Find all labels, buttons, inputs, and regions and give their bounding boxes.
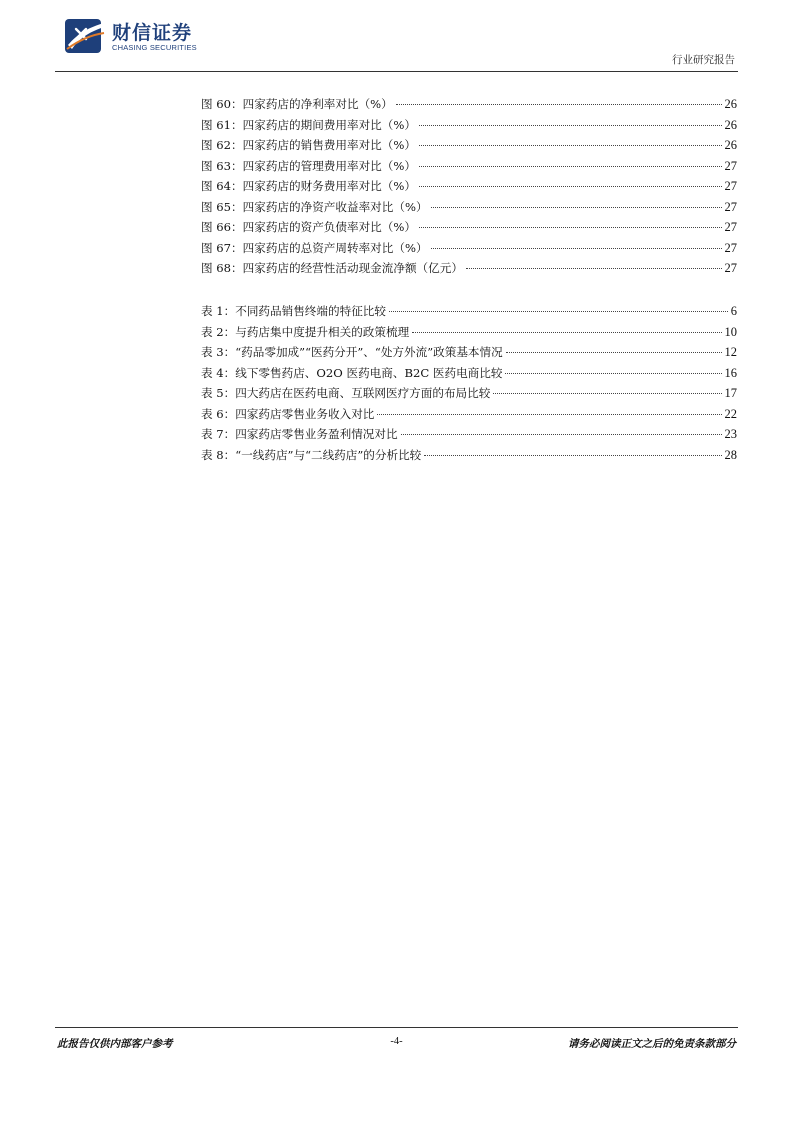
toc-entry-label: 表 2：与药店集中度提升相关的政策梳理 [201, 324, 410, 339]
toc-entry-label: 图 65：四家药店的净资产收益率对比（%） [201, 199, 428, 214]
toc-entry-page: 6 [730, 304, 737, 318]
table-toc-entry[interactable] [201, 303, 737, 324]
header-divider [55, 71, 738, 72]
figure-toc-entry[interactable] [201, 137, 737, 158]
figure-toc-entry[interactable] [201, 240, 737, 261]
toc-leader-dots [419, 186, 722, 187]
toc-leader-dots [419, 125, 722, 126]
toc-entry-label: 图 61：四家药店的期间费用率对比（%） [201, 117, 416, 132]
toc-entry-page: 27 [724, 261, 737, 275]
figure-toc-entry[interactable] [201, 158, 737, 179]
toc-leader-dots [506, 352, 722, 353]
toc-leader-dots [466, 268, 722, 269]
toc-entry-label: 图 64：四家药店的财务费用率对比（%） [201, 179, 416, 193]
page-number: -4- [390, 1036, 403, 1047]
toc-leader-dots [431, 248, 722, 249]
toc-leader-dots [419, 166, 722, 167]
toc-entry-label: 图 62：四家药店的销售费用率对比（%） [201, 138, 416, 152]
toc-entry-page: 16 [724, 365, 737, 380]
table-toc-entry[interactable] [201, 385, 737, 406]
toc-leader-dots [419, 145, 722, 146]
table-toc-entry[interactable] [201, 426, 737, 447]
report-type-label: 行业研究报告 [672, 54, 735, 66]
footer-disclaimer-right: 请务必阅读正文之后的免责条款部分 [568, 1038, 736, 1050]
toc-entry-page: 26 [724, 97, 737, 111]
toc-entry-label: 图 67：四家药店的总资产周转率对比（%） [201, 240, 428, 255]
toc-leader-dots [505, 373, 721, 374]
toc-entry-page: 27 [724, 179, 737, 193]
toc-entry-page: 27 [724, 199, 737, 214]
toc-entry-label: 表 3：“药品零加成”“医药分开”、“处方外流”政策基本情况 [201, 345, 503, 359]
table-toc-entry[interactable] [201, 406, 737, 427]
toc-entry-label: 表 7：四家药店零售业务盈利情况对比 [201, 427, 398, 441]
toc-entry-page: 27 [724, 220, 737, 234]
table-toc-entry[interactable] [201, 365, 737, 386]
toc-entry-page: 10 [724, 324, 737, 339]
toc-entry-page: 22 [724, 406, 737, 421]
toc-entry-label: 表 6：四家药店零售业务收入对比 [201, 406, 375, 421]
figure-toc-entry[interactable] [201, 260, 737, 281]
toc-entry-page: 26 [724, 117, 737, 132]
toc-entry-label: 表 8：“一线药店”与“二线药店”的分析比较 [201, 447, 422, 462]
toc-entry-label: 表 5：四大药店在医药电商、互联网医疗方面的布局比较 [201, 386, 491, 400]
logo-text-cn: 财信证券 [112, 22, 193, 44]
figure-toc-entry[interactable] [201, 96, 737, 117]
toc-leader-dots [431, 207, 722, 208]
toc-leader-dots [424, 455, 721, 456]
figure-toc-entry[interactable] [201, 219, 737, 240]
toc-leader-dots [401, 434, 722, 435]
footer-disclaimer-left: 此报告仅供内部客户参考 [57, 1038, 173, 1050]
toc-entry-label: 表 1：不同药品销售终端的特征比较 [201, 304, 386, 318]
table-toc-entry[interactable] [201, 344, 737, 365]
toc-entry-page: 17 [724, 386, 737, 400]
toc-entry-label: 图 63：四家药店的管理费用率对比（%） [201, 158, 416, 173]
toc-entry-page: 27 [724, 240, 737, 255]
table-toc-entry[interactable] [201, 324, 737, 345]
logo-text-en: CHASING SECURITIES [112, 43, 197, 52]
company-logo [64, 15, 204, 59]
toc-entry-page: 28 [724, 447, 737, 462]
toc-entry-page: 26 [724, 138, 737, 152]
figure-toc-entry[interactable] [201, 117, 737, 138]
toc-leader-dots [389, 311, 728, 312]
footer-divider [55, 1027, 738, 1028]
toc-leader-dots [419, 227, 722, 228]
figure-toc-entry[interactable] [201, 178, 737, 199]
toc-entry-page: 12 [724, 345, 737, 359]
logo-emblem-icon [64, 15, 106, 57]
toc-leader-dots [377, 414, 721, 415]
toc-leader-dots [493, 393, 721, 394]
toc-entry-page: 27 [724, 158, 737, 173]
figure-toc-entry[interactable] [201, 199, 737, 220]
toc-leader-dots [396, 104, 722, 105]
toc-entry-page: 23 [724, 427, 737, 441]
table-toc-entry[interactable] [201, 447, 737, 468]
figure-list [201, 96, 737, 281]
toc-leader-dots [412, 332, 721, 333]
toc-entry-label: 表 4：线下零售药店、O2O 医药电商、B2C 医药电商比较 [201, 365, 503, 380]
toc-entry-label: 图 60：四家药店的净利率对比（%） [201, 97, 393, 111]
toc-entry-label: 图 66：四家药店的资产负债率对比（%） [201, 220, 416, 234]
toc-entry-label: 图 68：四家药店的经营性活动现金流净额（亿元） [201, 261, 463, 275]
table-list [201, 303, 737, 467]
